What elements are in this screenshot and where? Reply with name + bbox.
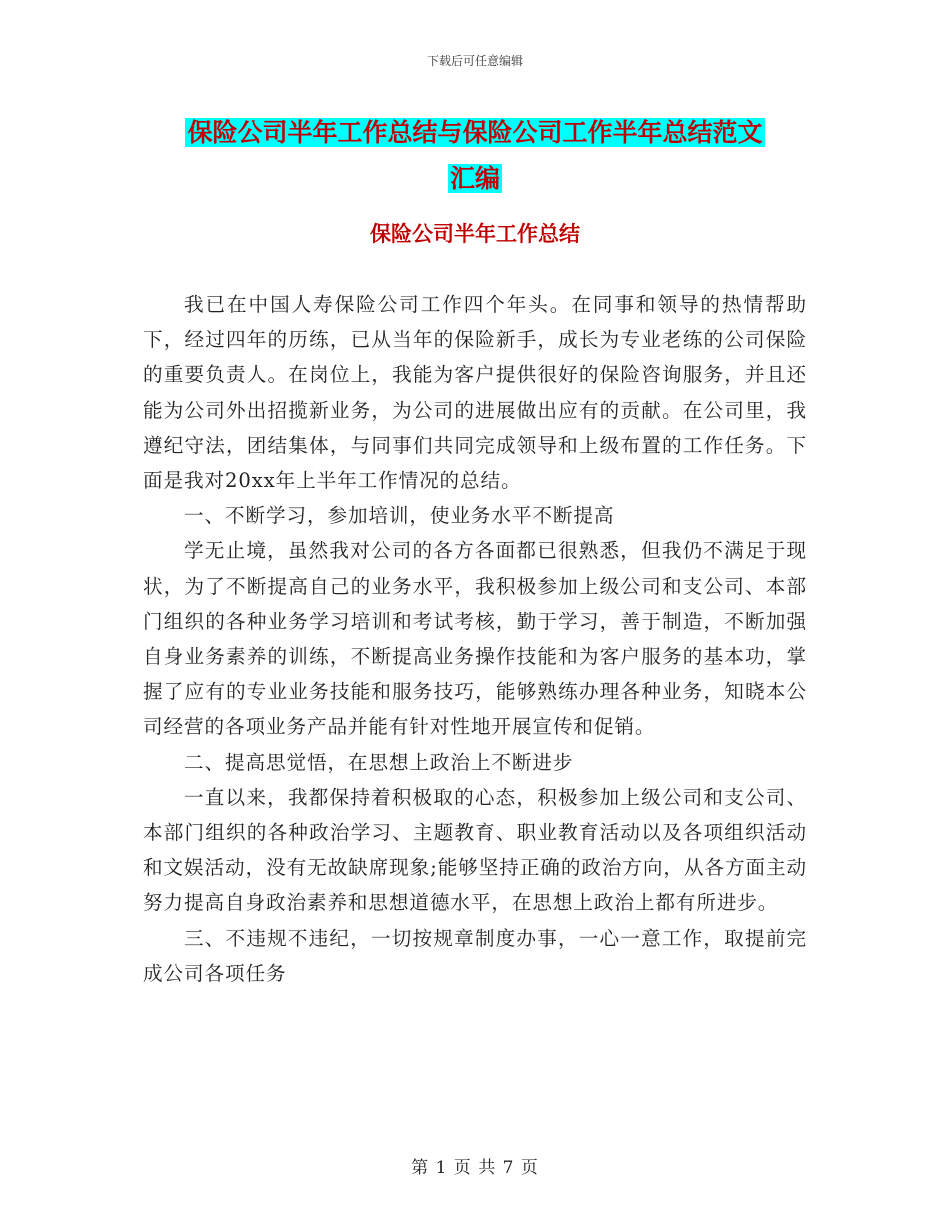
document-title — [0, 110, 950, 202]
paragraph-point-2: 一直以来，我都保持着积极取的心态，积极参加上级公司和支公司、本部门组织的各种政治学习、主题教育、职业教育活动以及各项组织活动和文娱活动，没有无故缺席现象;能够坚持正确的政治方向，从各方面主动努力提高自身政治素养和思想道德水平，在思想上政治上都有所进步。 — [143, 785, 807, 915]
header-note: 下载后可任意编辑 — [426, 54, 523, 68]
heading-point-2: 二、提高思觉悟，在思想上政治上不断进步 — [184, 750, 574, 774]
document-title-line-1: 保险公司半年工作总结与保险公司工作半年总结范文 — [187, 118, 763, 147]
paragraph-intro: 我已在中国人寿保险公司工作四个年头。在同事和领导的热情帮助下，经过四年的历练，已从当年的保险新手，成长为专业老练的公司保险的重要负责人。在岗位上，我能为客户提供很好的保险咨询服务，并且还能为公司外出招揽新业务，为公司的进展做出应有的贡献。在公司里，我遵纪守法，团结集体，与同事们共同完成领导和上级布置的工作任务。下面是我对20xx年上半年工作情况的总结。 — [143, 293, 807, 493]
document-body — [143, 287, 807, 991]
page-number: 第 1 页 共 7 页 — [411, 1158, 539, 1178]
heading-point-1: 一、不断学习，参加培训，使业务水平不断提高 — [184, 504, 615, 528]
paragraph-point-1: 学无止境，虽然我对公司的各方各面都已很熟悉，但我仍不满足于现状，为了不断提高自己的业务水平，我积极参加上级公司和支公司、本部门组织的各种业务学习培训和考试考核，勤于学习，善于制造，不断加强自身业务素养的训练，不断提高业务操作技能和为客户服务的基本功，掌握了应有的专业业务技能和服务技巧，能够熟练办理各种业务，知晓本公司经营的各项业务产品并能有针对性地开展宣传和促销。 — [143, 539, 807, 739]
section-title: 保险公司半年工作总结 — [370, 222, 580, 246]
heading-point-3: 三、不违规不违纪，一切按规章制度办事，一心一意工作，取提前完成公司各项任务 — [143, 926, 807, 985]
document-title-line-2: 汇编 — [449, 164, 500, 193]
